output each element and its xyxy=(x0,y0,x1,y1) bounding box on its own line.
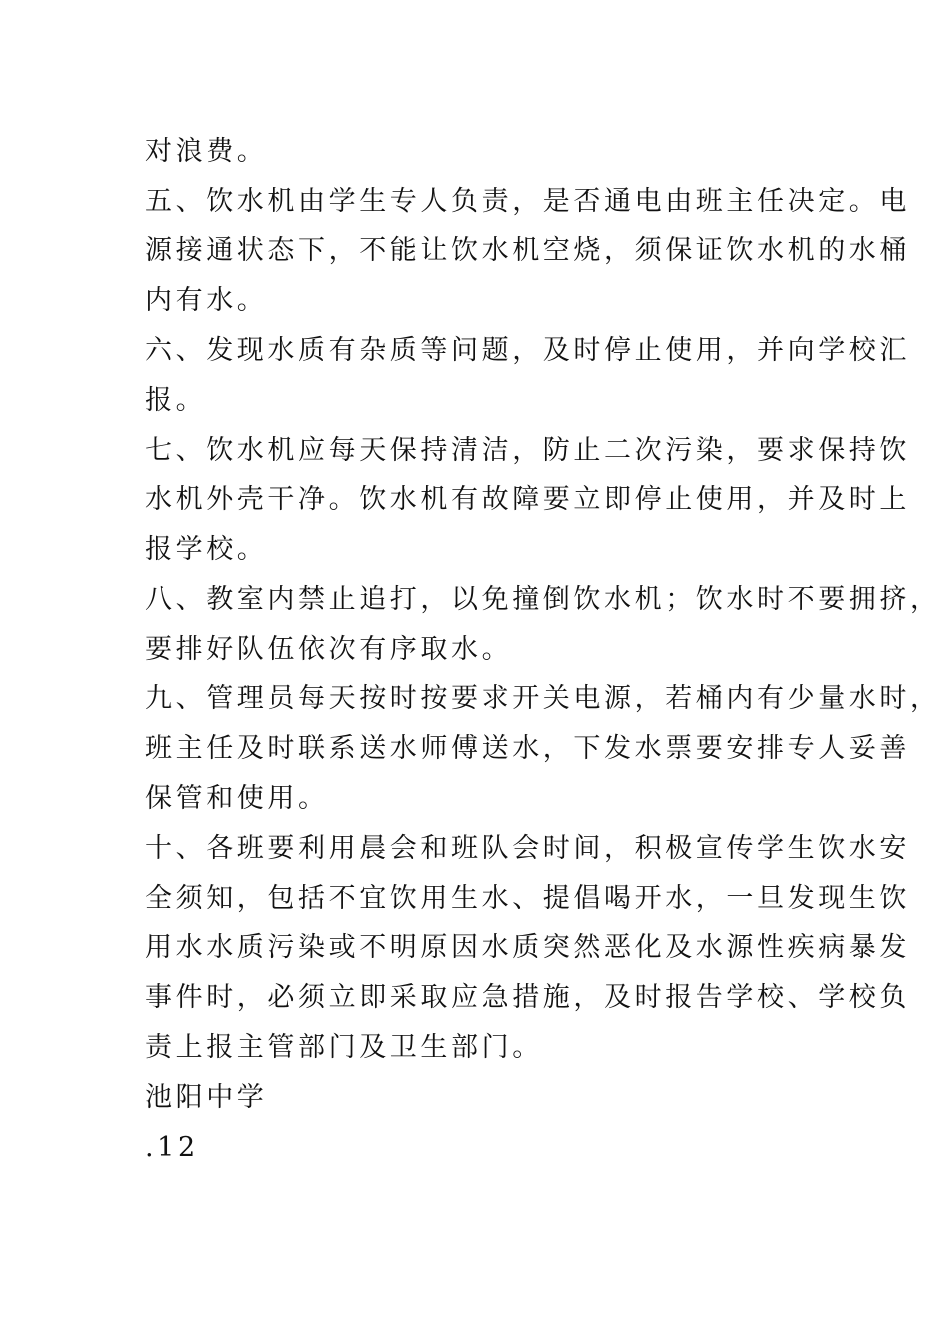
signature-school-name: 池阳中学 xyxy=(145,1082,268,1113)
paragraph-line: 六、发现水质有杂质等问题，及时停止使用，并向学校汇 xyxy=(145,335,910,366)
paragraph-line: 水机外壳干净。饮水机有故障要立即停止使用，并及时上 xyxy=(145,484,910,515)
paragraph-line: 对浪费。 xyxy=(145,136,268,167)
paragraph-line: 事件时，必须立即采取应急措施，及时报告学校、学校负 xyxy=(145,982,910,1013)
paragraph-line: 责上报主管部门及卫生部门。 xyxy=(145,1032,543,1063)
paragraph-line: 源接通状态下，不能让饮水机空烧，须保证饮水机的水桶 xyxy=(145,235,910,266)
paragraph-line: 用水水质污染或不明原因水质突然恶化及水源性疾病暴发 xyxy=(145,932,910,963)
paragraph-line: 报。 xyxy=(145,385,207,416)
paragraph-line: 内有水。 xyxy=(145,285,268,316)
paragraph-line: 要排好队伍依次有序取水。 xyxy=(145,634,513,665)
paragraph-line: 十、各班要利用晨会和班队会时间，积极宣传学生饮水安 xyxy=(145,833,910,864)
paragraph-line: 八、教室内禁止追打，以免撞倒饮水机；饮水时不要拥挤， xyxy=(145,584,941,615)
paragraph-line: 班主任及时联系送水师傅送水，下发水票要安排专人妥善 xyxy=(145,733,910,764)
paragraph-line: 七、饮水机应每天保持清洁，防止二次污染，要求保持饮 xyxy=(145,435,910,466)
paragraph-line: 五、饮水机由学生专人负责，是否通电由班主任决定。电 xyxy=(145,186,910,217)
paragraph-line: 保管和使用。 xyxy=(145,783,329,814)
paragraph-line: 报学校。 xyxy=(145,534,268,565)
signature-date: .12 xyxy=(145,1132,199,1163)
paragraph-line: 全须知，包括不宜饮用生水、提倡喝开水，一旦发现生饮 xyxy=(145,883,910,914)
paragraph-line: 九、管理员每天按时按要求开关电源，若桶内有少量水时， xyxy=(145,683,941,714)
